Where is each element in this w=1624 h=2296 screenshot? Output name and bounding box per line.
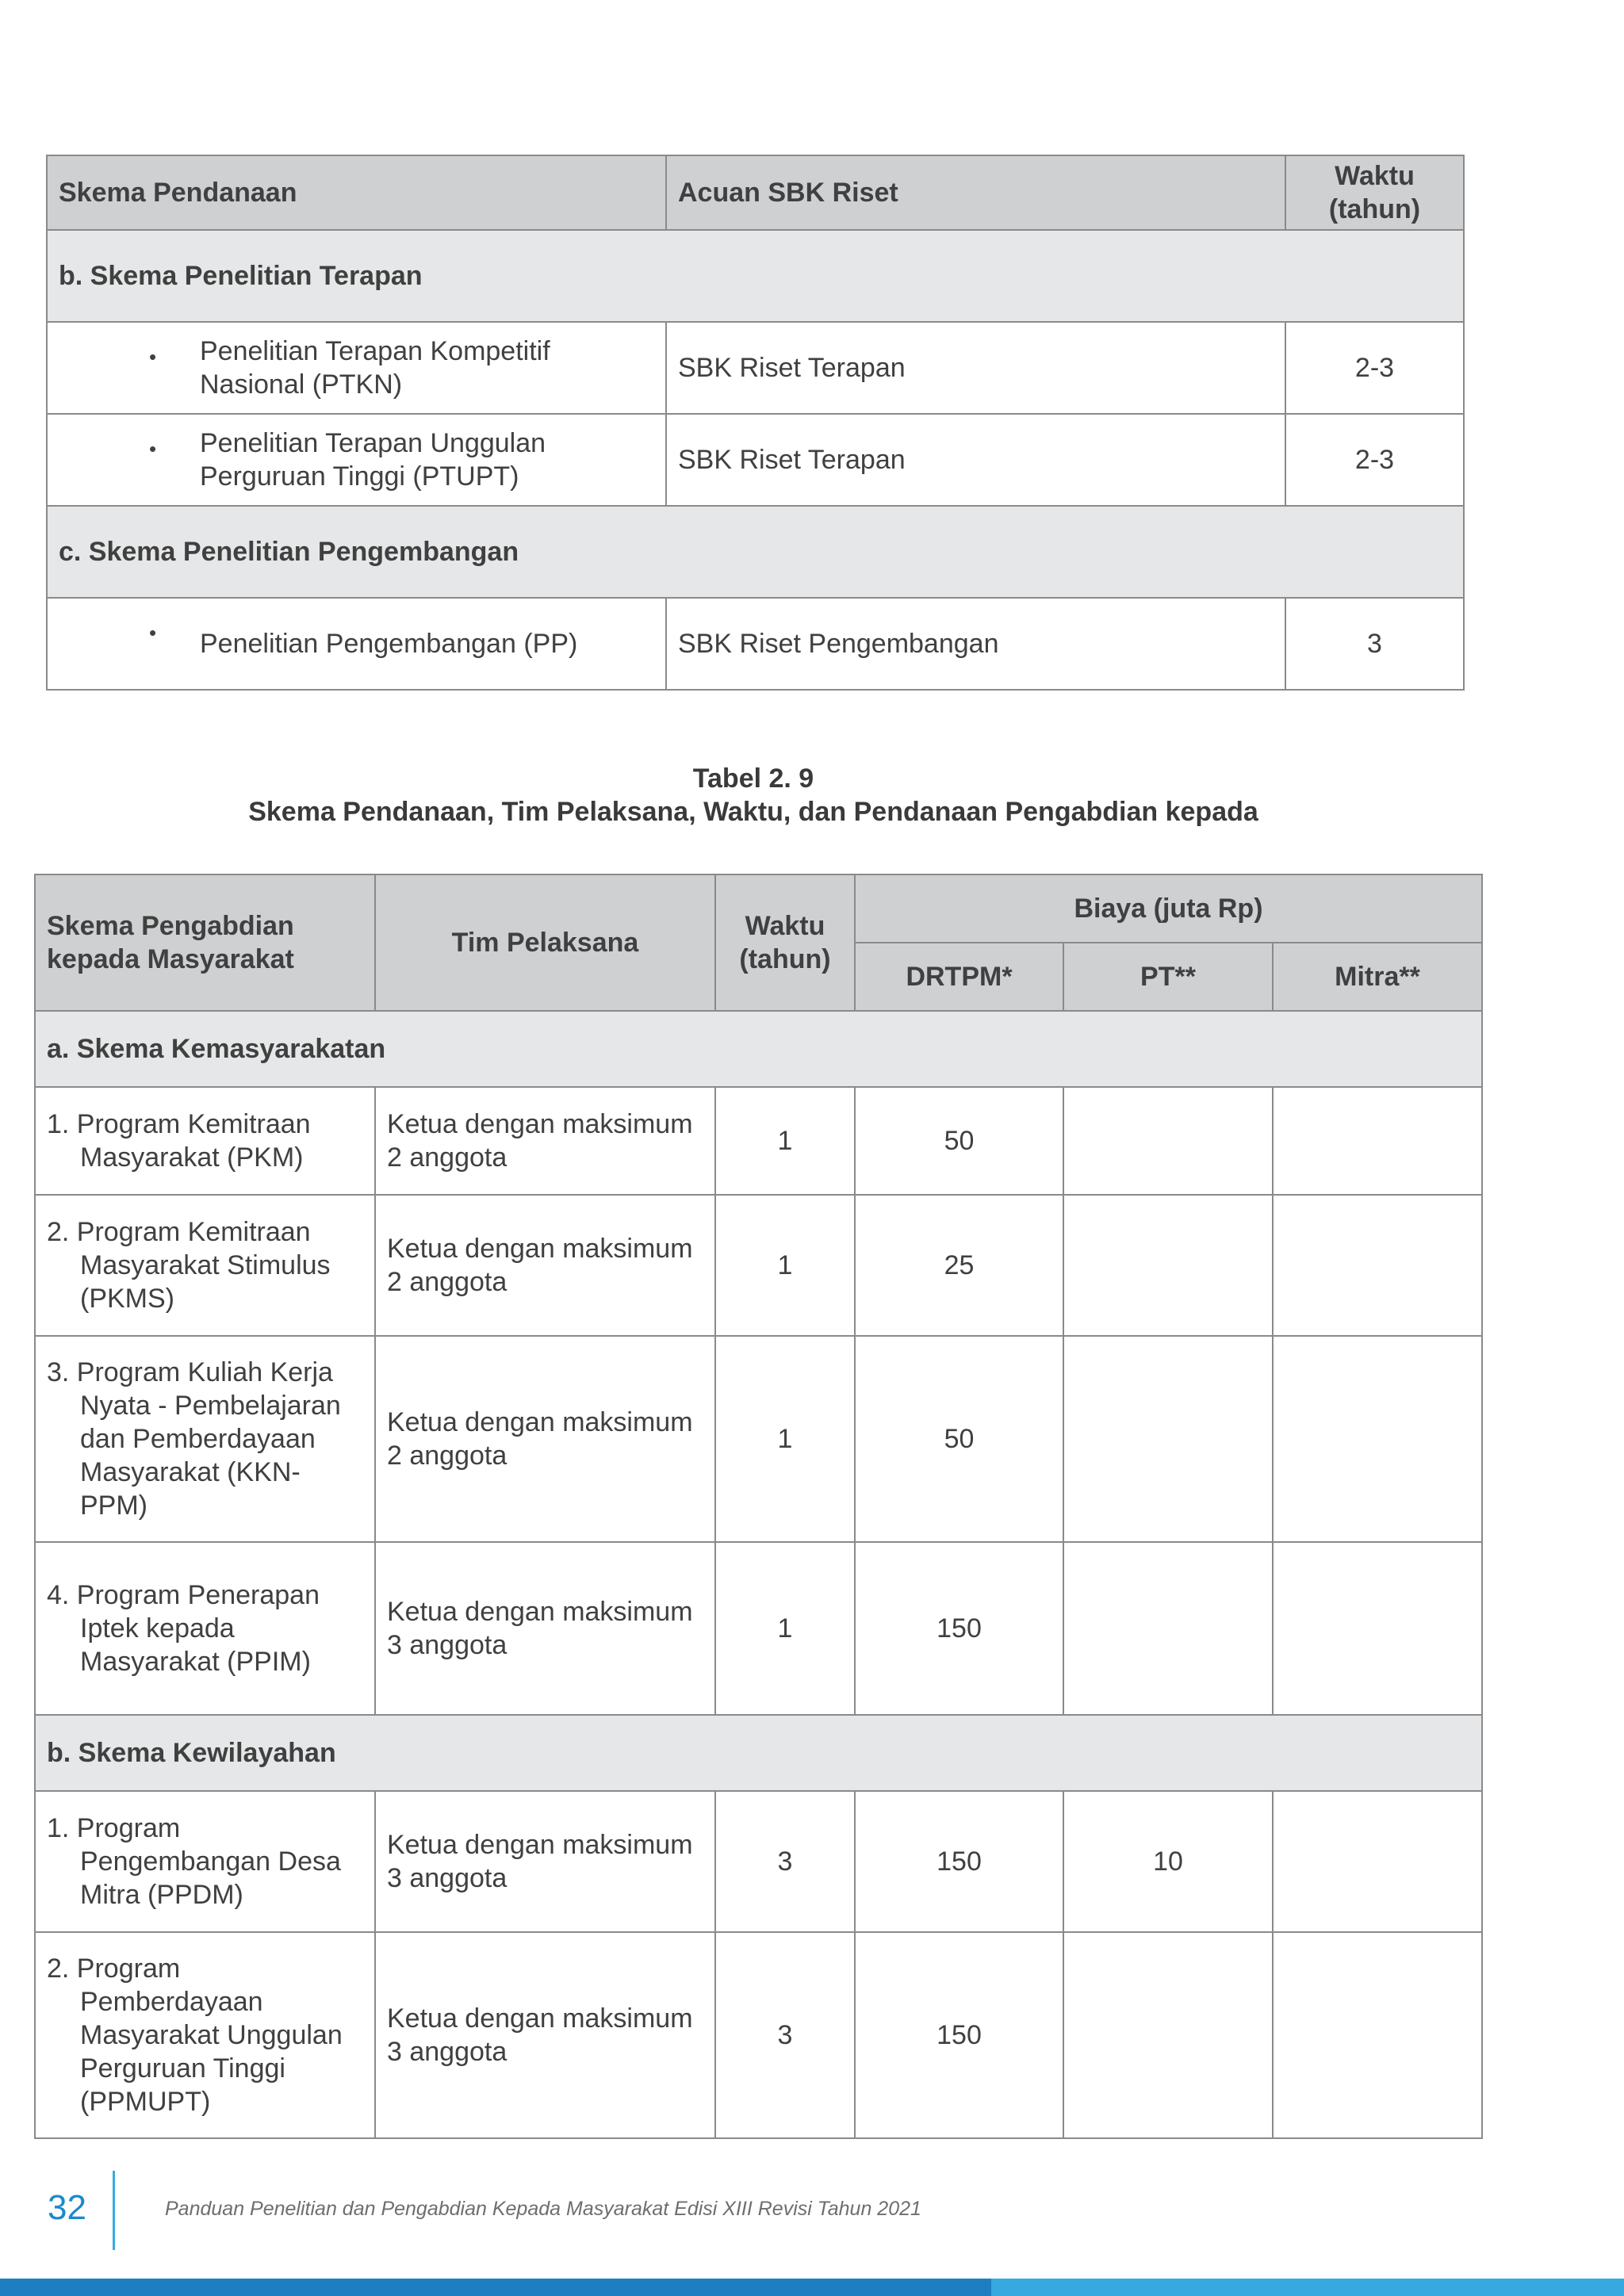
scheme-name-cell: • Penelitian Terapan Kompetitif Nasional (PTKN)	[47, 322, 666, 414]
col-header-waktu: Waktu (tahun)	[1285, 155, 1464, 230]
pt-cell	[1063, 1542, 1273, 1715]
mitra-cell	[1273, 1336, 1482, 1542]
scheme-name-cell: 2. Program Kemitraan Masyarakat Stimulus (PKMS)	[35, 1195, 375, 1336]
col-header-acuan: Acuan SBK Riset	[666, 155, 1285, 230]
pt-cell	[1063, 1195, 1273, 1336]
drtpm-cell: 150	[855, 1791, 1063, 1932]
pt-cell: 10	[1063, 1791, 1273, 1932]
table-row	[35, 1336, 1482, 1542]
drtpm-cell: 25	[855, 1195, 1063, 1336]
scheme-name-cell: 1. Program Kemitraan Masyarakat (PKM)	[35, 1087, 375, 1195]
tim-cell: Ketua dengan maksimum 2 anggota	[375, 1336, 715, 1542]
col-header-tim: Tim Pelaksana	[375, 874, 715, 1011]
col-header-pt: PT**	[1063, 943, 1273, 1011]
table-row	[35, 1932, 1482, 2138]
tim-cell: Ketua dengan maksimum 3 anggota	[375, 1542, 715, 1715]
pt-cell	[1063, 1087, 1273, 1195]
mitra-cell	[1273, 1791, 1482, 1932]
footer-bar-dark	[0, 2279, 991, 2296]
footer-bar-light	[991, 2279, 1624, 2296]
footer-text: Panduan Penelitian dan Pengabdian Kepada Masyarakat Edisi XIII Revisi Tahun 2021	[165, 2198, 921, 2220]
table-caption-number: Tabel 2. 9	[692, 763, 814, 794]
table-row	[35, 1087, 1482, 1195]
waktu-cell: 2-3	[1285, 414, 1464, 506]
col-header-skema: Skema Pengabdian kepada Masyarakat	[35, 874, 375, 1011]
bullet-icon: •	[149, 437, 157, 461]
pt-cell	[1063, 1336, 1273, 1542]
mitra-cell	[1273, 1195, 1482, 1336]
col-header-drtpm: DRTPM*	[855, 943, 1063, 1011]
tim-cell: Ketua dengan maksimum 2 anggota	[375, 1195, 715, 1336]
table-row	[35, 1791, 1482, 1932]
scheme-name-cell: • Penelitian Pengembangan (PP)	[47, 598, 666, 690]
section-row	[35, 1715, 1482, 1791]
col-header-mitra: Mitra**	[1273, 943, 1482, 1011]
col-header-biaya: Biaya (juta Rp)	[855, 874, 1482, 943]
bullet-icon: •	[149, 345, 157, 369]
table-row	[47, 322, 1464, 414]
community-service-table	[34, 874, 1483, 2139]
acuan-cell: SBK Riset Terapan	[666, 322, 1285, 414]
waktu-cell: 3	[715, 1791, 855, 1932]
funding-scheme-table	[46, 155, 1465, 691]
table-caption-title: Skema Pendanaan, Tim Pelaksana, Waktu, dan Pendanaan Pengabdian kepada	[248, 797, 1258, 827]
section-title: c. Skema Penelitian Pengembangan	[47, 506, 1464, 598]
drtpm-cell: 50	[855, 1087, 1063, 1195]
drtpm-cell: 50	[855, 1336, 1063, 1542]
mitra-cell	[1273, 1932, 1482, 2138]
drtpm-cell: 150	[855, 1932, 1063, 2138]
section-title: a. Skema Kemasyarakatan	[35, 1011, 1482, 1087]
tim-cell: Ketua dengan maksimum 3 anggota	[375, 1932, 715, 2138]
scheme-name-cell: 1. Program Pengembangan Desa Mitra (PPDM)	[35, 1791, 375, 1932]
section-row	[35, 1011, 1482, 1087]
acuan-cell: SBK Riset Pengembangan	[666, 598, 1285, 690]
waktu-cell: 1	[715, 1087, 855, 1195]
table-row	[35, 1195, 1482, 1336]
section-title: b. Skema Kewilayahan	[35, 1715, 1482, 1791]
col-header-skema: Skema Pendanaan	[47, 155, 666, 230]
acuan-cell: SBK Riset Terapan	[666, 414, 1285, 506]
scheme-name-cell: 2. Program Pemberdayaan Masyarakat Unggulan Perguruan Tinggi (PPMUPT)	[35, 1932, 375, 2138]
waktu-cell: 1	[715, 1195, 855, 1336]
col-header-waktu: Waktu (tahun)	[715, 874, 855, 1011]
waktu-cell: 3	[715, 1932, 855, 2138]
scheme-name-cell: • Penelitian Terapan Unggulan Perguruan Tinggi (PTUPT)	[47, 414, 666, 506]
section-row	[47, 506, 1464, 598]
tim-cell: Ketua dengan maksimum 3 anggota	[375, 1791, 715, 1932]
bullet-icon: •	[149, 621, 157, 645]
section-title: b. Skema Penelitian Terapan	[47, 230, 1464, 322]
section-row	[47, 230, 1464, 322]
mitra-cell	[1273, 1087, 1482, 1195]
scheme-name-cell: 3. Program Kuliah Kerja Nyata - Pembelajaran dan Pemberdayaan Masyarakat (KKN-PPM)	[35, 1336, 375, 1542]
table-row	[47, 414, 1464, 506]
waktu-cell: 1	[715, 1542, 855, 1715]
scheme-name-cell: 4. Program Penerapan Iptek kepada Masyarakat (PPIM)	[35, 1542, 375, 1715]
drtpm-cell: 150	[855, 1542, 1063, 1715]
mitra-cell	[1273, 1542, 1482, 1715]
waktu-cell: 2-3	[1285, 322, 1464, 414]
waktu-cell: 3	[1285, 598, 1464, 690]
pt-cell	[1063, 1932, 1273, 2138]
page-number: 32	[48, 2188, 86, 2227]
waktu-cell: 1	[715, 1336, 855, 1542]
tim-cell: Ketua dengan maksimum 2 anggota	[375, 1087, 715, 1195]
table-row	[47, 598, 1464, 690]
table-row	[35, 1542, 1482, 1715]
footer-divider	[113, 2171, 115, 2250]
